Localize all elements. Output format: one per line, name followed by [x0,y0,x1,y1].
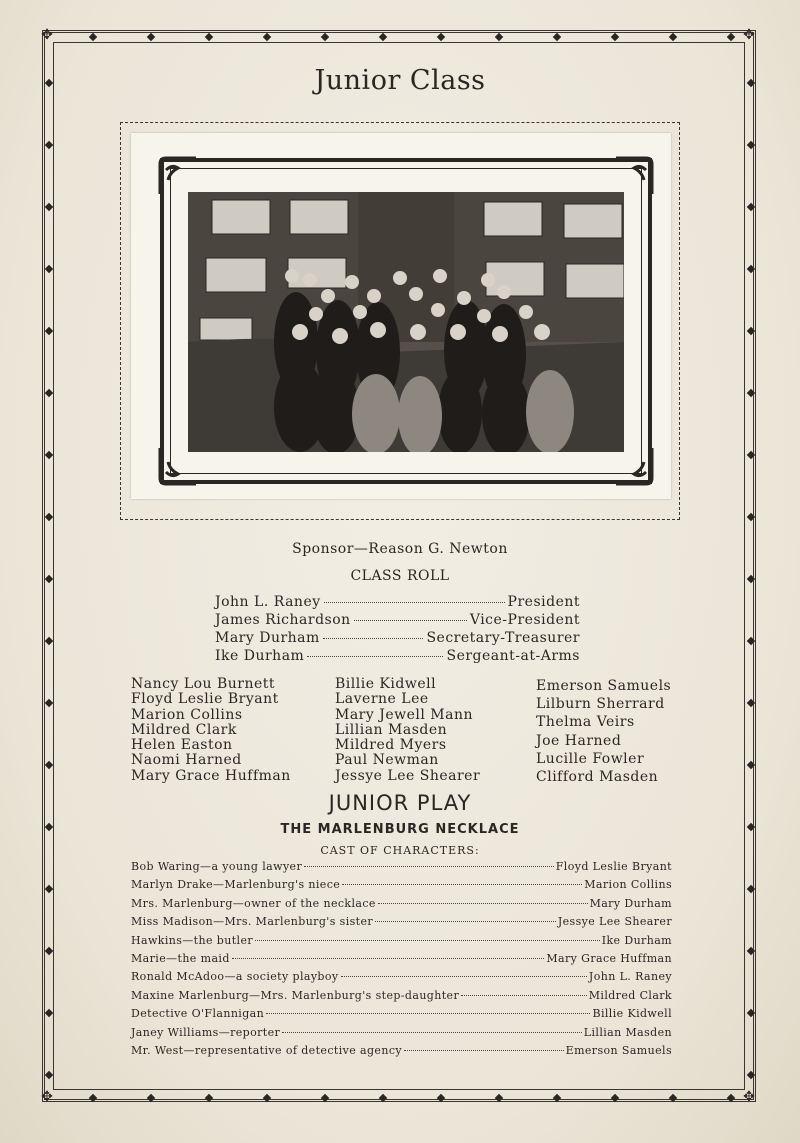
roll-name: Thelma Veirs [536,714,635,731]
dot-leader [266,1013,590,1014]
cast-actor: Floyd Leslie Bryant [555,860,672,873]
officer-role: Vice-President [469,612,580,628]
dot-leader [341,976,587,977]
cast-role: Janey Williams—reporter [131,1025,281,1039]
cast-role: Marlyn Drake—Marlenburg's niece [131,878,341,892]
frame-scroll-icon [614,446,654,486]
frame-scroll-icon [158,156,198,196]
cast-row [131,878,672,896]
cast-actor: Mildred Clark [588,988,672,1002]
cast-role: Maxine Marlenburg—Mrs. Marlenburg's step-daughter [131,988,460,1002]
cast-row [131,1044,672,1062]
roll-name: Lilburn Sherrard [536,696,665,713]
play-heading: JUNIOR PLAY [328,791,472,815]
cast-list [131,860,672,1062]
officer-row [215,594,580,612]
cast-row [131,1007,672,1025]
cast-actor: Billie Kidwell [592,1007,672,1021]
cast-role: Mr. West—representative of detective agency [131,1043,403,1057]
cast-role: Miss Madison—Mrs. Marlenburg's sister [131,915,374,929]
cast-row [131,970,672,988]
cast-role: Hawkins—the butler [131,933,254,947]
officer-name: James Richardson [215,612,351,628]
roll-name: Naomi Harned [131,752,242,769]
roll-column-1 [131,677,291,784]
sponsor-line: Sponsor—Reason G. Newton [292,541,508,557]
cast-actor: Mary Durham [589,896,672,910]
roll-name: Paul Newman [335,752,439,769]
page-title: Junior Class [314,65,486,96]
cast-row [131,860,672,878]
corner-ornament-icon: ✥ [41,1089,53,1105]
dot-leader [378,903,588,904]
officer-name: Mary Durham [215,630,320,646]
cast-actor: Marion Collins [584,878,672,892]
dot-leader [282,1032,582,1033]
officer-row [215,612,580,630]
roll-name: Laverne Lee [335,691,429,708]
cast-row [131,915,672,933]
roll-name: Jessye Lee Shearer [335,767,481,784]
roll-name: Mildred Clark [131,721,237,738]
cast-actor: John L. Raney [588,970,672,984]
dot-leader [354,620,467,621]
frame-scroll-icon [158,446,198,486]
dot-leader [307,656,443,657]
class-roll-heading: CLASS ROLL [350,568,450,584]
officer-name: John L. Raney [215,594,321,610]
cast-row [131,934,672,952]
officer-name: Ike Durham [215,648,305,664]
dot-leader [324,602,505,603]
roll-name: Nancy Lou Burnett [131,676,276,692]
corner-ornament-icon: ✥ [743,27,755,43]
officer-role: Secretary-Treasurer [426,630,580,646]
dot-leader [304,866,554,867]
roll-name: Marion Collins [131,706,243,723]
cast-actor: Emerson Samuels [565,1043,672,1057]
roll-name: Lillian Masden [335,721,448,738]
dot-leader [323,638,424,639]
cast-actor: Mary Grace Huffman [546,951,672,965]
roll-name: Billie Kidwell [335,676,437,692]
class-photo [188,192,624,452]
roll-name: Joe Harned [536,732,622,749]
dot-leader [232,958,545,959]
roll-name: Mary Jewell Mann [335,706,474,723]
cast-role: Marie—the maid [131,951,230,965]
dot-leader [375,921,556,922]
corner-ornament-icon: ✥ [41,27,53,43]
dot-leader [404,1050,564,1051]
officers-list [215,594,580,666]
dot-leader [342,884,582,885]
play-name: THE MARLENBURG NECKLACE [280,822,520,837]
roll-name: Mary Grace Huffman [131,767,291,784]
roll-column-3 [536,677,671,786]
cast-row [131,952,672,970]
cast-role: Ronald McAdoo—a society playboy [131,970,339,984]
roll-name: Emerson Samuels [536,678,672,694]
roll-name: Floyd Leslie Bryant [131,691,279,708]
officer-row [215,648,580,666]
cast-row [131,897,672,915]
officer-role: Sergeant-at-Arms [446,648,580,664]
cast-role: Mrs. Marlenburg—owner of the necklace [131,896,376,910]
corner-ornament-icon: ✥ [743,1089,755,1105]
roll-name: Mildred Myers [335,737,447,754]
officer-role: President [507,594,580,610]
cast-row [131,989,672,1007]
roll-name: Helen Easton [131,737,233,754]
cast-heading: CAST OF CHARACTERS: [320,844,480,857]
cast-actor: Jessye Lee Shearer [557,915,672,929]
cast-role: Bob Waring—a young lawyer [131,860,303,873]
dot-leader [461,995,587,996]
officer-row [215,630,580,648]
roll-name: Lucille Fowler [536,750,645,767]
frame-scroll-icon [614,156,654,196]
roll-name: Clifford Masden [536,769,659,786]
cast-role: Detective O'Flannigan [131,1007,265,1021]
dot-leader [255,940,600,941]
cast-actor: Lillian Masden [583,1025,672,1039]
roll-column-2 [335,677,480,784]
cast-actor: Ike Durham [601,933,672,947]
cast-row [131,1026,672,1044]
